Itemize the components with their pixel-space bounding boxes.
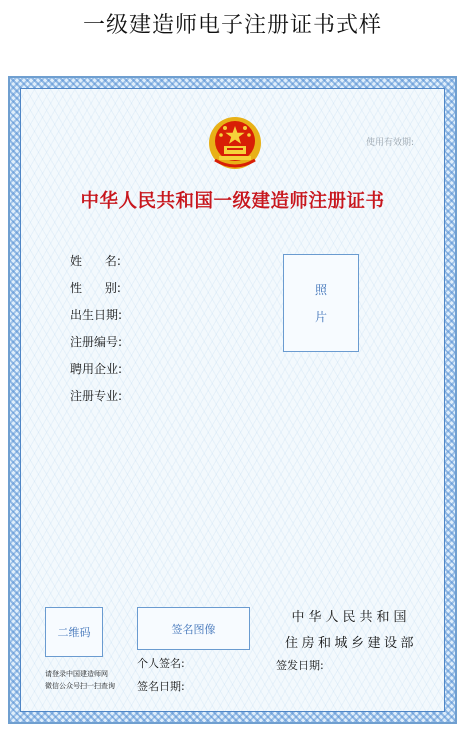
field-birthdate-label: 出生日期: bbox=[70, 308, 123, 322]
certificate-inner-panel bbox=[20, 88, 445, 712]
validity-period-label: 使用有效期: bbox=[365, 138, 414, 148]
personal-signature-label: 个人签名: bbox=[137, 657, 185, 670]
qr-code-placeholder bbox=[45, 607, 103, 657]
field-employer-label: 聘用企业: bbox=[70, 362, 123, 376]
photo-placeholder bbox=[283, 254, 359, 352]
qr-note-line-1: 请登录中国建造师网 bbox=[45, 670, 108, 678]
national-emblem-icon bbox=[207, 114, 263, 172]
signature-date-label: 签名日期: bbox=[137, 680, 185, 693]
issuer-line-2: 住房和城乡建设部 bbox=[284, 636, 417, 651]
field-gender-label: 性 别: bbox=[70, 281, 121, 295]
page-title: 一级建造师电子注册证书式样 bbox=[82, 13, 382, 38]
signature-image-label: 签名图像 bbox=[171, 622, 216, 636]
field-specialty-label: 注册专业: bbox=[70, 389, 123, 403]
field-registration-number-label: 注册编号: bbox=[70, 335, 123, 349]
issuer-line-1: 中华人民共和国 bbox=[291, 610, 411, 625]
qr-note-line-2: 微信公众号扫一扫查询 bbox=[45, 682, 115, 690]
qr-code-label: 二维码 bbox=[57, 626, 91, 639]
certificate-heading: 中华人民共和国一级建造师注册证书 bbox=[80, 191, 385, 212]
field-name-label: 姓 名: bbox=[70, 254, 121, 268]
certificate bbox=[8, 76, 457, 724]
photo-char-1: 照 bbox=[314, 283, 327, 297]
issue-date-label: 签发日期: bbox=[276, 659, 324, 672]
photo-char-2: 片 bbox=[314, 310, 327, 324]
signature-image-placeholder bbox=[137, 607, 250, 650]
